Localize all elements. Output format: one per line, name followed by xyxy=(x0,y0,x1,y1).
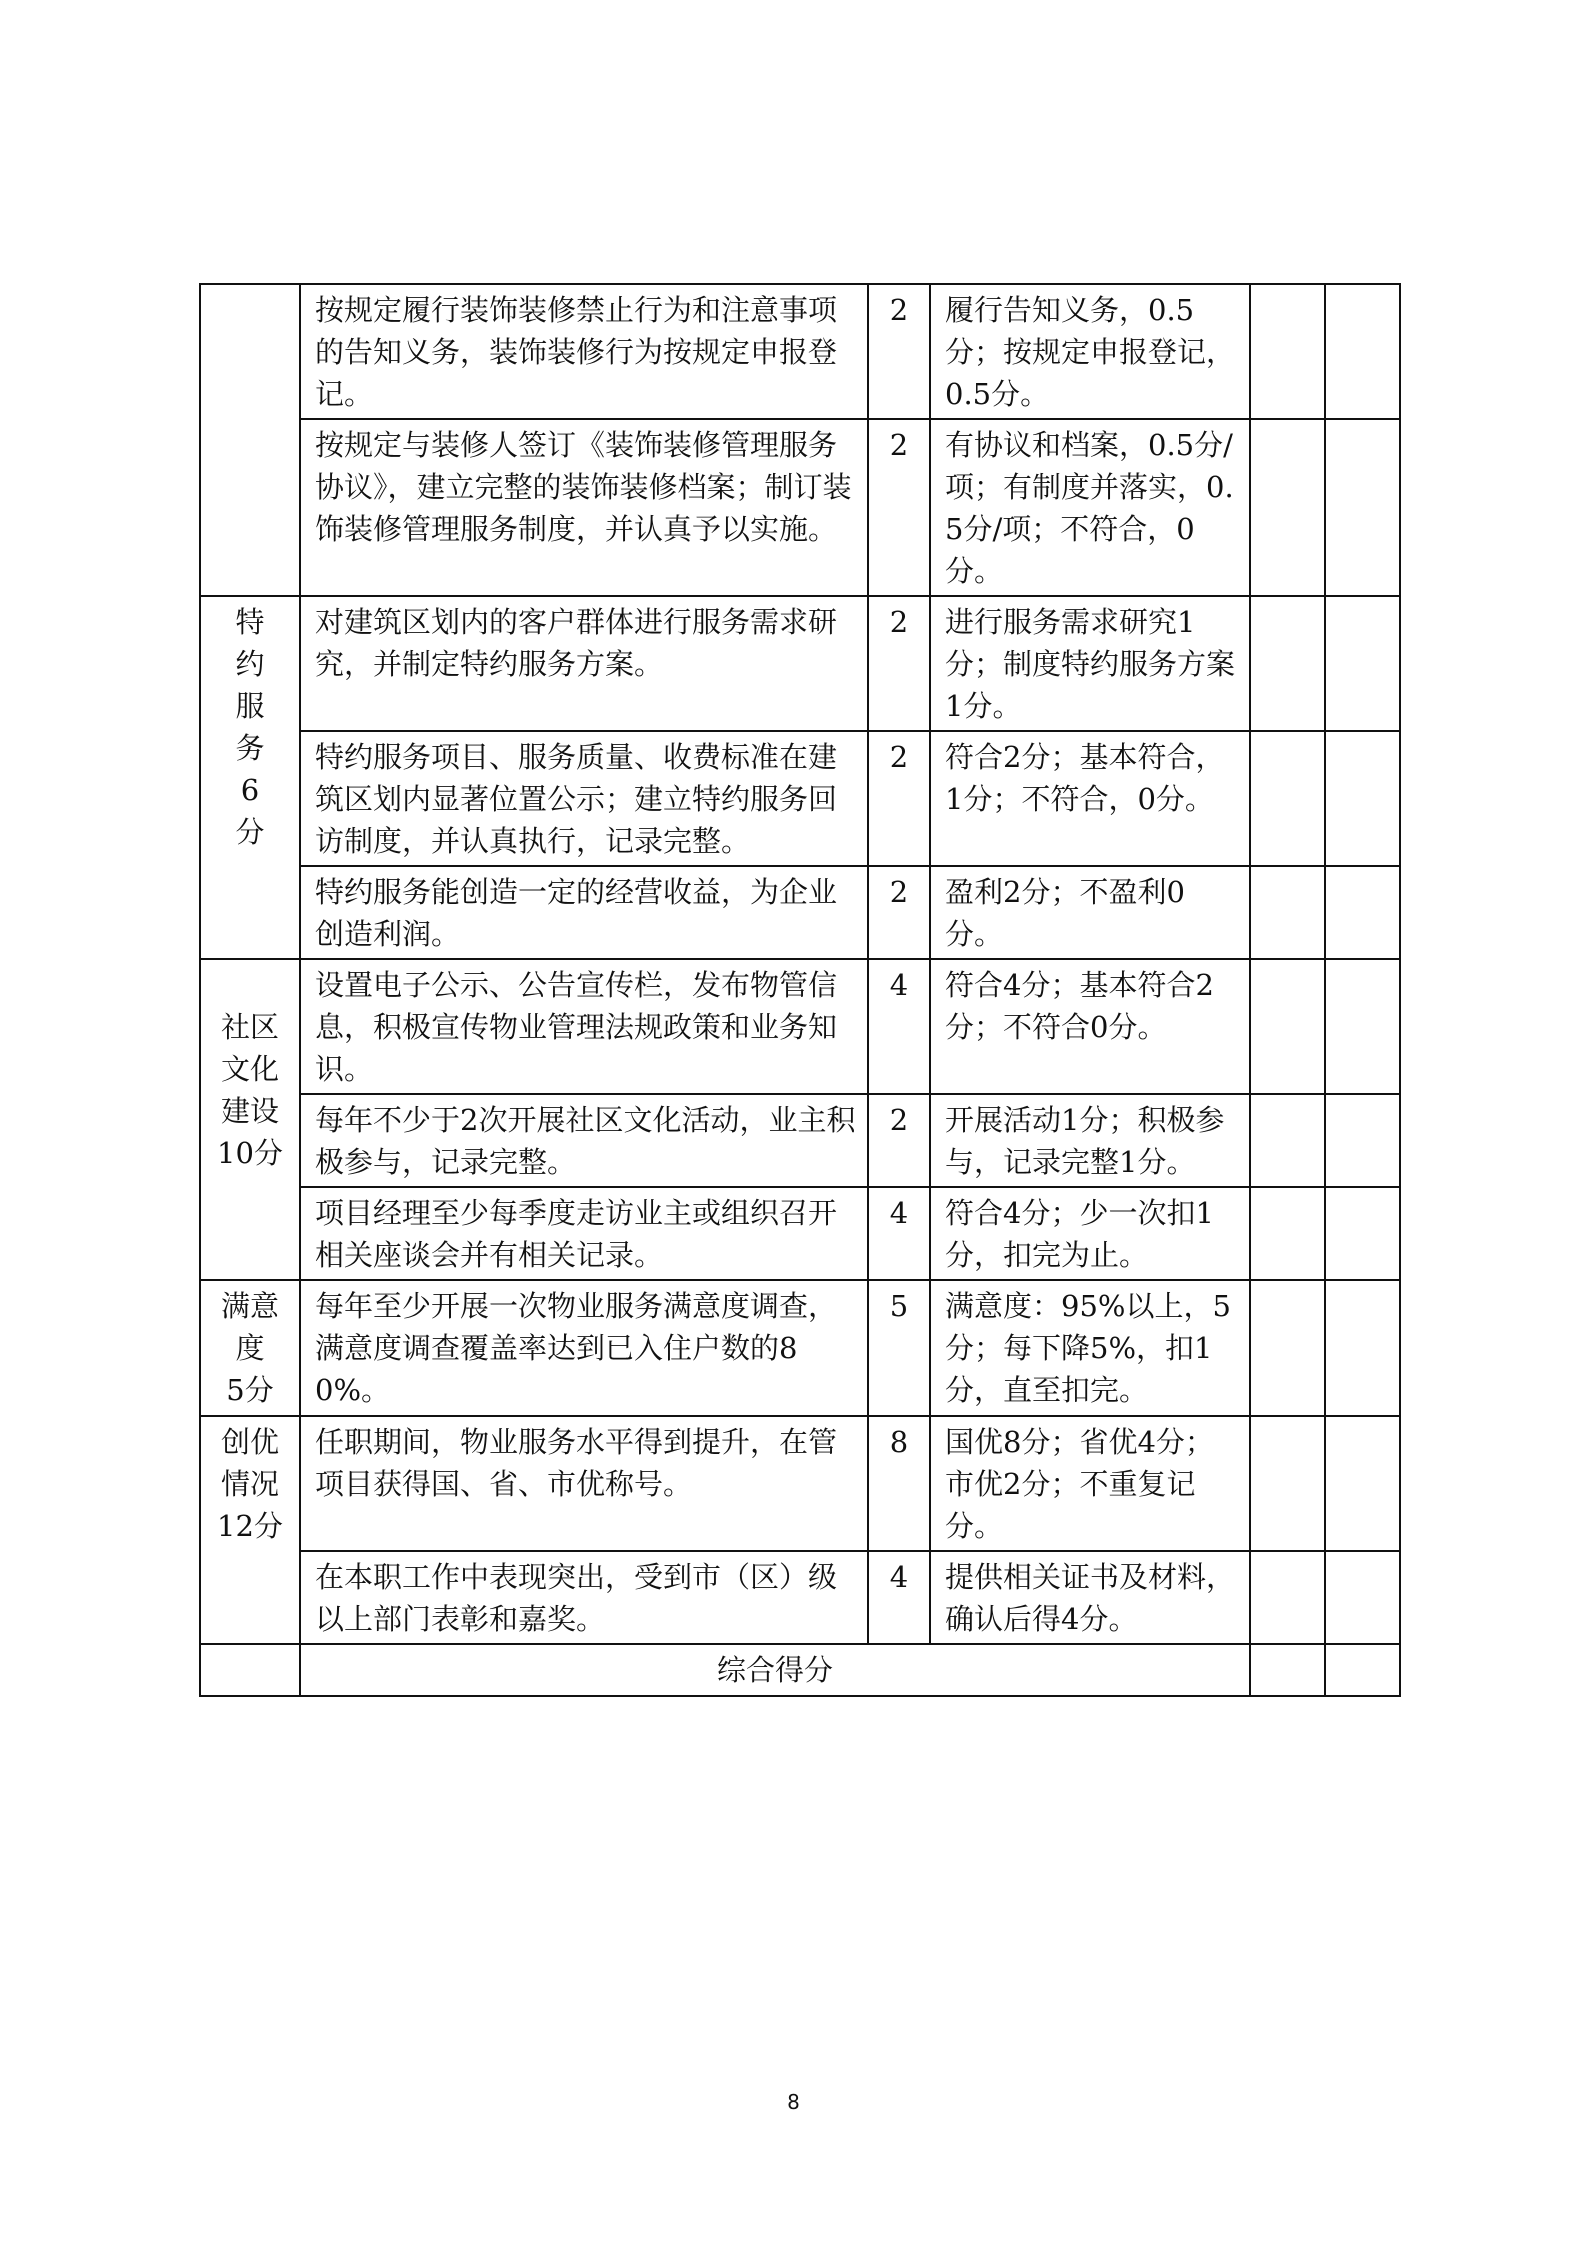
self-score-cell xyxy=(1250,596,1325,731)
category-line: 度 xyxy=(235,1331,265,1365)
content-cell: 设置电子公示、公告宣传栏，发布物管信息，积极宣传物业管理法规政策和业务知识。 xyxy=(300,959,868,1094)
self-score-cell xyxy=(1250,959,1325,1094)
category-line: 创优 xyxy=(220,1425,279,1459)
score-cell: 2 xyxy=(868,284,930,419)
table-row xyxy=(200,1187,1400,1280)
assessed-score-cell xyxy=(1325,866,1400,959)
category-line: 特 xyxy=(235,605,265,639)
standard-cell: 符合2分；基本符合，1分；不符合，0分。 xyxy=(930,731,1250,866)
score-cell: 5 xyxy=(868,1280,930,1416)
content-cell: 项目经理至少每季度走访业主或组织召开相关座谈会并有相关记录。 xyxy=(300,1187,868,1280)
content-cell: 按规定与装修人签订《装饰装修管理服务协议》，建立完整的装饰装修档案；制订装饰装修管理服务制度，并认真予以实施。 xyxy=(300,419,868,596)
scoring-table xyxy=(199,283,1401,1697)
self-score-cell xyxy=(1250,866,1325,959)
self-score-cell xyxy=(1250,1187,1325,1280)
category-line: 情况 xyxy=(220,1467,279,1501)
assessed-score-cell xyxy=(1325,284,1400,419)
standard-cell: 符合4分；少一次扣1分，扣完为止。 xyxy=(930,1187,1250,1280)
category-line: 约 xyxy=(235,647,265,681)
standard-cell: 有协议和档案，0.5分/项；有制度并落实，0.5分/项；不符合，0分。 xyxy=(930,419,1250,596)
score-cell: 8 xyxy=(868,1416,930,1551)
category-line: 5分 xyxy=(226,1373,274,1407)
category-community-culture xyxy=(200,959,300,1280)
category-line: 满意 xyxy=(220,1289,279,1323)
standard-cell: 国优8分；省优4分；市优2分；不重复记分。 xyxy=(930,1416,1250,1551)
assessed-score-cell xyxy=(1325,731,1400,866)
standard-cell: 提供相关证书及材料，确认后得4分。 xyxy=(930,1551,1250,1644)
assessed-score-total-cell xyxy=(1325,1644,1400,1696)
assessed-score-cell xyxy=(1325,419,1400,596)
content-cell: 在本职工作中表现突出，受到市（区）级以上部门表彰和嘉奖。 xyxy=(300,1551,868,1644)
table-row xyxy=(200,731,1400,866)
category-line: 社区 xyxy=(220,1010,279,1044)
standard-cell: 盈利2分；不盈利0分。 xyxy=(930,866,1250,959)
total-category-cell xyxy=(200,1644,300,1696)
assessed-score-cell xyxy=(1325,1416,1400,1551)
self-score-cell xyxy=(1250,1280,1325,1416)
score-cell: 2 xyxy=(868,596,930,731)
self-score-cell xyxy=(1250,1416,1325,1551)
table-row xyxy=(200,1280,1400,1416)
assessed-score-cell xyxy=(1325,1187,1400,1280)
category-line: 6 xyxy=(240,773,260,807)
self-score-cell xyxy=(1250,1551,1325,1644)
standard-cell: 符合4分；基本符合2分；不符合0分。 xyxy=(930,959,1250,1094)
standard-cell: 满意度：95%以上，5分；每下降5%，扣1分，直至扣完。 xyxy=(930,1280,1250,1416)
score-cell: 2 xyxy=(868,866,930,959)
content-cell: 对建筑区划内的客户群体进行服务需求研究，并制定特约服务方案。 xyxy=(300,596,868,731)
assessed-score-cell xyxy=(1325,959,1400,1094)
category-line: 服 xyxy=(235,689,265,723)
page-number: 8 xyxy=(787,2090,800,2114)
score-cell: 2 xyxy=(868,419,930,596)
self-score-cell xyxy=(1250,284,1325,419)
category-excellence xyxy=(200,1416,300,1644)
standard-cell: 进行服务需求研究1分；制度特约服务方案1分。 xyxy=(930,596,1250,731)
content-cell: 每年不少于2次开展社区文化活动，业主积极参与，记录完整。 xyxy=(300,1094,868,1187)
category-special-services xyxy=(200,596,300,959)
score-cell: 2 xyxy=(868,731,930,866)
table-row xyxy=(200,596,1400,731)
standard-cell: 开展活动1分；积极参与，记录完整1分。 xyxy=(930,1094,1250,1187)
total-row xyxy=(200,1644,1400,1696)
assessed-score-cell xyxy=(1325,1280,1400,1416)
self-score-cell xyxy=(1250,419,1325,596)
category-line: 12分 xyxy=(217,1509,283,1543)
self-score-cell xyxy=(1250,1094,1325,1187)
category-line: 分 xyxy=(235,815,265,849)
score-cell: 4 xyxy=(868,959,930,1094)
assessed-score-cell xyxy=(1325,1094,1400,1187)
total-label: 综合得分 xyxy=(300,1644,1250,1696)
self-score-total-cell xyxy=(1250,1644,1325,1696)
assessed-score-cell xyxy=(1325,1551,1400,1644)
table-row xyxy=(200,866,1400,959)
content-cell: 特约服务能创造一定的经营收益，为企业创造利润。 xyxy=(300,866,868,959)
assessed-score-cell xyxy=(1325,596,1400,731)
standard-cell: 履行告知义务，0.5分；按规定申报登记，0.5分。 xyxy=(930,284,1250,419)
table-row xyxy=(200,284,1400,419)
category-line: 务 xyxy=(235,731,265,765)
self-score-cell xyxy=(1250,731,1325,866)
table-row xyxy=(200,1416,1400,1551)
score-cell: 4 xyxy=(868,1187,930,1280)
content-cell: 按规定履行装饰装修禁止行为和注意事项的告知义务，装饰装修行为按规定申报登记。 xyxy=(300,284,868,419)
content-cell: 每年至少开展一次物业服务满意度调查，满意度调查覆盖率达到已入住户数的80%。 xyxy=(300,1280,868,1416)
category-line: 文化 xyxy=(220,1052,279,1086)
category-line: 建设 xyxy=(220,1094,279,1128)
table-row xyxy=(200,1094,1400,1187)
category-line: 10分 xyxy=(217,1136,283,1170)
table-row xyxy=(200,419,1400,596)
score-cell: 4 xyxy=(868,1551,930,1644)
table-row xyxy=(200,959,1400,1094)
content-cell: 任职期间，物业服务水平得到提升，在管项目获得国、省、市优称号。 xyxy=(300,1416,868,1551)
table-row xyxy=(200,1551,1400,1644)
category-cell xyxy=(200,284,300,596)
category-satisfaction xyxy=(200,1280,300,1416)
score-cell: 2 xyxy=(868,1094,930,1187)
content-cell: 特约服务项目、服务质量、收费标准在建筑区划内显著位置公示；建立特约服务回访制度，并认真执行，记录完整。 xyxy=(300,731,868,866)
